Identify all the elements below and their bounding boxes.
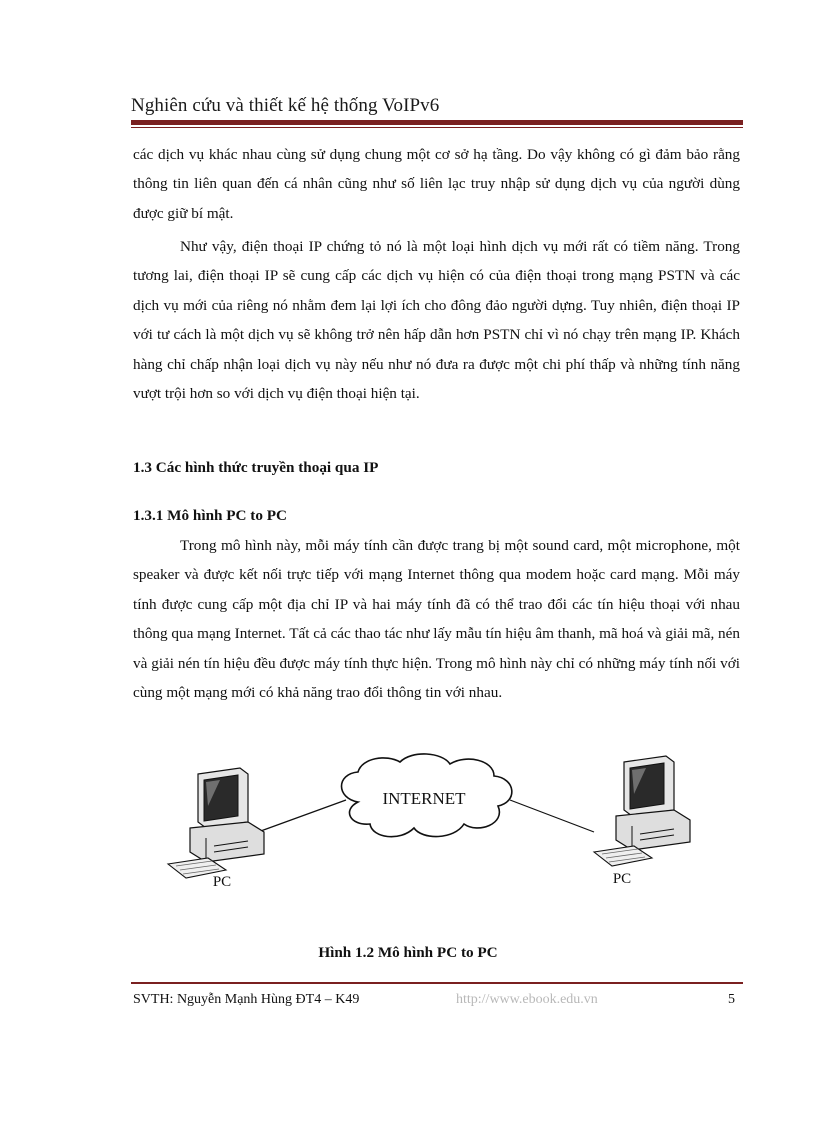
left-computer-icon	[168, 768, 264, 878]
paragraph-privacy: các dịch vụ khác nhau cùng sử dụng chung một cơ sở hạ tầng. Do vậy không có gì đảm bảo rằng thông tin liên quan đến cá nhân cũng như số liên lạc truy nhập sử dụng dịch vụ của người dùng được giữ bí mật.	[133, 146, 740, 222]
page-number: 5	[728, 992, 735, 1007]
footer-url: http://www.ebook.edu.vn	[456, 992, 598, 1007]
section-heading-1-3: 1.3 Các hình thức truyền thoại qua IP	[133, 459, 379, 476]
footer-author: SVTH: Nguyễn Mạnh Hùng ĐT4 – K49	[133, 992, 360, 1007]
link-right	[510, 800, 594, 832]
page-header-title: Nghiên cứu và thiết kế hệ thống VoIPv6	[131, 95, 440, 116]
link-left	[258, 800, 346, 832]
paragraph-pc-to-pc-model: Trong mô hình này, mỗi máy tính cần được trang bị một sound card, một microphone, một speaker và được kết nối trực tiếp với mạng Internet thông qua modem hoặc card mạng. Mỗi máy tính được cung cấp một địa chỉ IP và hai máy tính đã có thể trao đổi các tín hiệu thoại với nhau thông qua mạng Internet. Tất cả các thao tác như lấy mẫu tín hiệu âm thanh, mã hoá và giải mã, nén và giải nén tín hiệu đều được máy tính thực hiện. Trong mô hình này chỉ có những máy tính nối với cùng một mạng mới có khả năng trao đổi thông tin với nhau.	[133, 537, 740, 702]
header-rule-thin	[131, 127, 743, 128]
section-heading-1-3-1: 1.3.1 Mô hình PC to PC	[133, 507, 287, 524]
right-computer-icon	[594, 756, 690, 866]
header-rule	[131, 120, 743, 125]
left-pc-label: PC	[212, 874, 232, 890]
paragraph-ip-telephony-potential: Như vậy, điện thoại IP chứng tỏ nó là một loại hình dịch vụ mới rất có tiềm năng. Trong tương lai, điện thoại IP sẽ cung cấp các dịch vụ hiện có của điện thoại trong mạng PSTN và các dịch vụ mới của riêng nó nhằm đem lại lợi ích cho đông đảo người dựng. Tuy nhiên, điện thoại IP với tư cách là một dịch vụ sẽ không trở nên hấp dẫn hơn PSTN chỉ vì nó chạy trên mạng IP. Khách hàng chỉ chấp nhận loại dịch vụ này nếu như nó đưa ra được một chi phí thấp và những tính năng vượt trội hơn so với dịch vụ điện thoại hiện tại.	[133, 238, 740, 403]
internet-label: INTERNET	[382, 789, 466, 808]
right-pc-label: PC	[612, 871, 632, 887]
footer-rule	[131, 982, 743, 984]
figure-caption: Hình 1.2 Mô hình PC to PC	[318, 944, 498, 961]
pc-to-pc-diagram	[160, 752, 700, 902]
